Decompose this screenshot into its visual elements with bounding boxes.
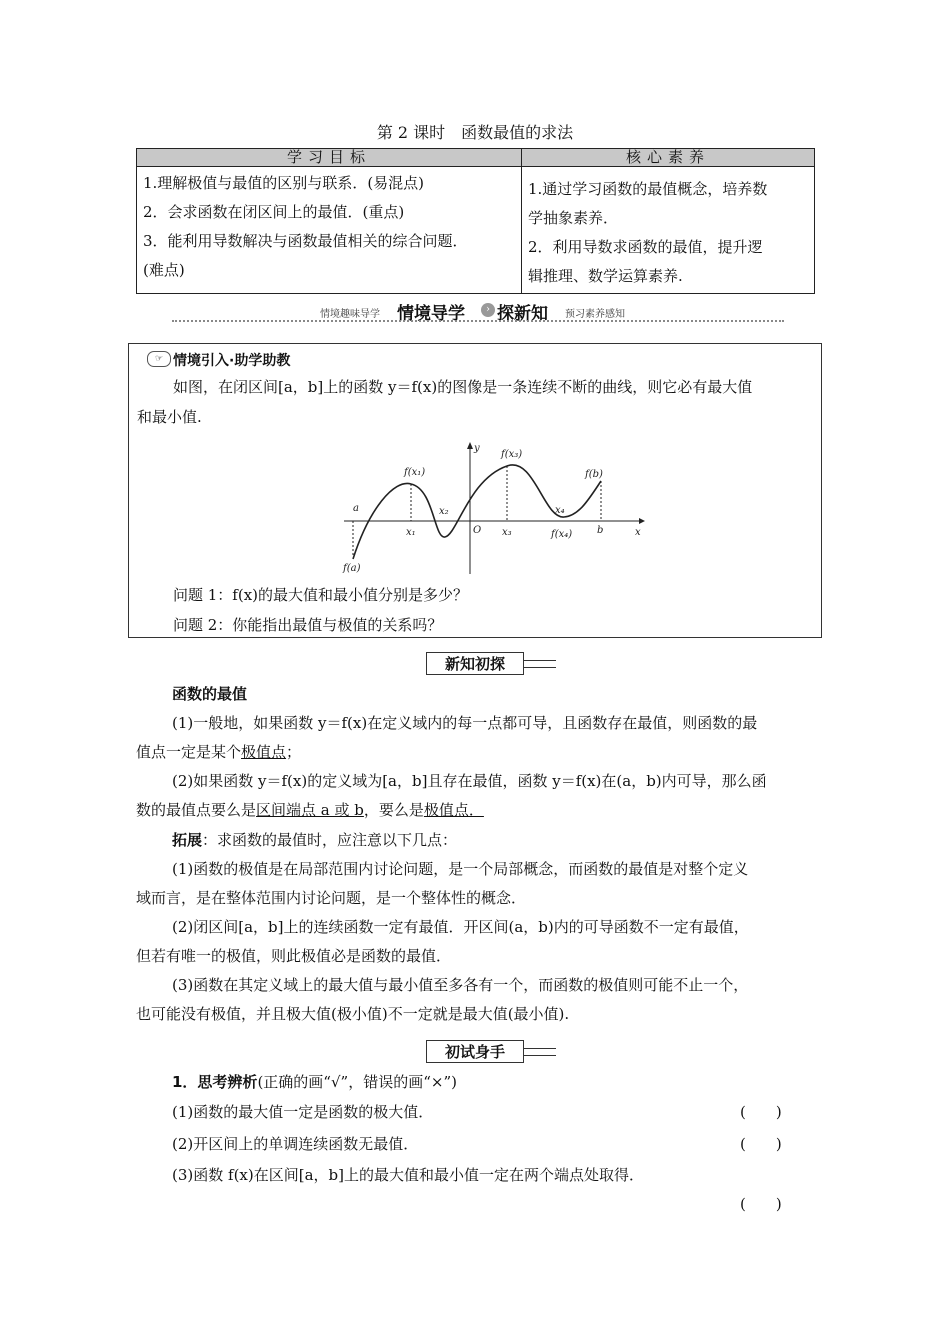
para-1a: (1)一般地，如果函数 y＝f(x)在定义域内的每一点都可导，且函数存在最值，则函数的最 — [172, 714, 758, 732]
label-fb: f(b) — [585, 469, 603, 480]
ext-2b: 但若有唯一的极值，则此极值必是函数的最值． — [136, 947, 452, 965]
ext-1b: 域而言，是在整体范围内讨论问题，是一个整体性的概念． — [136, 889, 527, 907]
function-graph — [339, 439, 659, 579]
banner-divider — [172, 320, 784, 322]
label-y: y — [474, 443, 480, 454]
label-x2: x₂ — [439, 506, 449, 517]
extension-label: 拓展 — [172, 831, 203, 849]
y-axis-arrow — [467, 442, 473, 449]
ext-3b: 也可能没有极值，并且极大值(极小值)不一定就是最大值(最小值). — [136, 1005, 570, 1023]
label-b: b — [597, 525, 604, 536]
goal-line: (难点) — [143, 261, 185, 279]
banner-title-1: 情境导学 — [397, 304, 465, 324]
ext-3a: (3)函数在其定义域上的最大值与最小值至多各有一个，而函数的极值则可能不止一个， — [172, 976, 749, 994]
competency-line: 1.通过学习函数的最值概念，培养数 — [528, 180, 768, 198]
extension-text: ：求函数的最值时，应注意以下几点： — [202, 831, 458, 849]
label-fx3: f(x₃) — [501, 449, 523, 460]
ext-1a: (1)函数的极值是在局部范围内讨论问题，是一个局部概念，而函数的最值是对整个定义 — [172, 860, 749, 878]
competency-line: 学抽象素养． — [528, 209, 619, 227]
label-x3: x₃ — [502, 527, 512, 538]
underlined-answer: 区间端点 a 或 b — [256, 801, 364, 819]
para-1b — [136, 738, 301, 767]
section-title: 初试身手 — [426, 1040, 524, 1063]
arrow-icon: › — [481, 303, 495, 317]
underlined-answer: 极值点． — [423, 801, 484, 819]
question-1: 问题 1：f(x)的最大值和最小值分别是多少？ — [173, 586, 469, 604]
subsection-title: 函数的最值 — [172, 685, 248, 703]
question-intro — [172, 1068, 457, 1097]
answer-blank-2[interactable]: ( ) — [740, 1135, 782, 1153]
banner-right-text: 预习素养感知 — [565, 309, 625, 320]
answer-blank-3[interactable]: ( ) — [740, 1195, 782, 1213]
question-instruction: (正确的画“√”，错误的画“×”) — [257, 1073, 457, 1091]
label-x: x — [635, 527, 641, 538]
goal-line: 1.理解极值与最值的区别与联系．(易混点) — [143, 174, 425, 192]
intro-heading: 情境引入·助学助教 — [173, 353, 291, 369]
hand-icon: ☞ — [147, 351, 171, 367]
text: ，要么是 — [363, 801, 424, 819]
question-label: 1．思考辨析 — [172, 1073, 258, 1091]
x-axis-arrow — [639, 518, 645, 524]
goal-line: 2．会求函数在闭区间上的最值．(重点) — [143, 203, 405, 221]
lesson-title: 第 2 课时 函数最值的求法 — [376, 123, 574, 142]
label-x1: x₁ — [406, 527, 416, 538]
para-2a: (2)如果函数 y＝f(x)的定义域为[a，b]且存在最值，函数 y＝f(x)在(a，b)内可导，那么函 — [172, 772, 767, 790]
ext-2a: (2)闭区间[a，b]上的连续函数一定有最值．开区间(a，b)内的可导函数不一定有最值， — [172, 918, 749, 936]
label-fa: f(a) — [343, 563, 361, 574]
label-fx1: f(x₁) — [404, 467, 426, 478]
goal-line: 3．能利用导数解决与函数最值相关的综合问题． — [143, 232, 468, 250]
text: 数的最值点要么是 — [136, 801, 257, 819]
judge-item-2: (2)开区间上的单调连续函数无最值． — [172, 1135, 419, 1153]
section-header-new-knowledge — [0, 652, 950, 675]
goals-table — [136, 148, 815, 294]
label-a: a — [353, 503, 359, 514]
extension — [172, 826, 457, 855]
label-origin: O — [473, 525, 482, 536]
competency-line: 辑推理、数学运算素养. — [528, 267, 683, 285]
section-banner — [172, 298, 784, 324]
competency-cell — [522, 167, 815, 294]
goals-header: 学习目标 — [137, 149, 522, 167]
section-header-practice — [0, 1040, 950, 1063]
intro-line-1: 如图，在闭区间[a，b]上的函数 y＝f(x)的图像是一条连续不断的曲线，则它必有最大值 — [173, 378, 753, 396]
judge-item-3: (3)函数 f(x)在区间[a，b]上的最大值和最小值一定在两个端点处取得． — [172, 1166, 644, 1184]
intro-box — [128, 343, 822, 638]
question-2: 问题 2：你能指出最值与极值的关系吗？ — [173, 616, 443, 634]
label-fx4: f(x₄) — [551, 529, 573, 540]
answer-blank-1[interactable]: ( ) — [740, 1103, 782, 1121]
text: 值点一定是某个 — [136, 743, 242, 761]
section-title: 新知初探 — [426, 652, 524, 675]
judge-item-1: (1)函数的最大值一定是函数的极大值． — [172, 1103, 434, 1121]
intro-line-2: 和最小值. — [137, 408, 202, 426]
underlined-answer: 极值点 — [241, 743, 287, 761]
text: ； — [286, 743, 302, 761]
banner-left-text: 情境趣味导学 — [320, 309, 380, 320]
label-x4: x₄ — [555, 505, 565, 516]
banner-title-2: 探新知 — [497, 304, 548, 324]
competency-header: 核心素养 — [522, 149, 815, 167]
goals-cell — [137, 167, 522, 294]
para-2b — [136, 796, 484, 825]
competency-line: 2．利用导数求函数的最值，提升逻 — [528, 238, 763, 256]
